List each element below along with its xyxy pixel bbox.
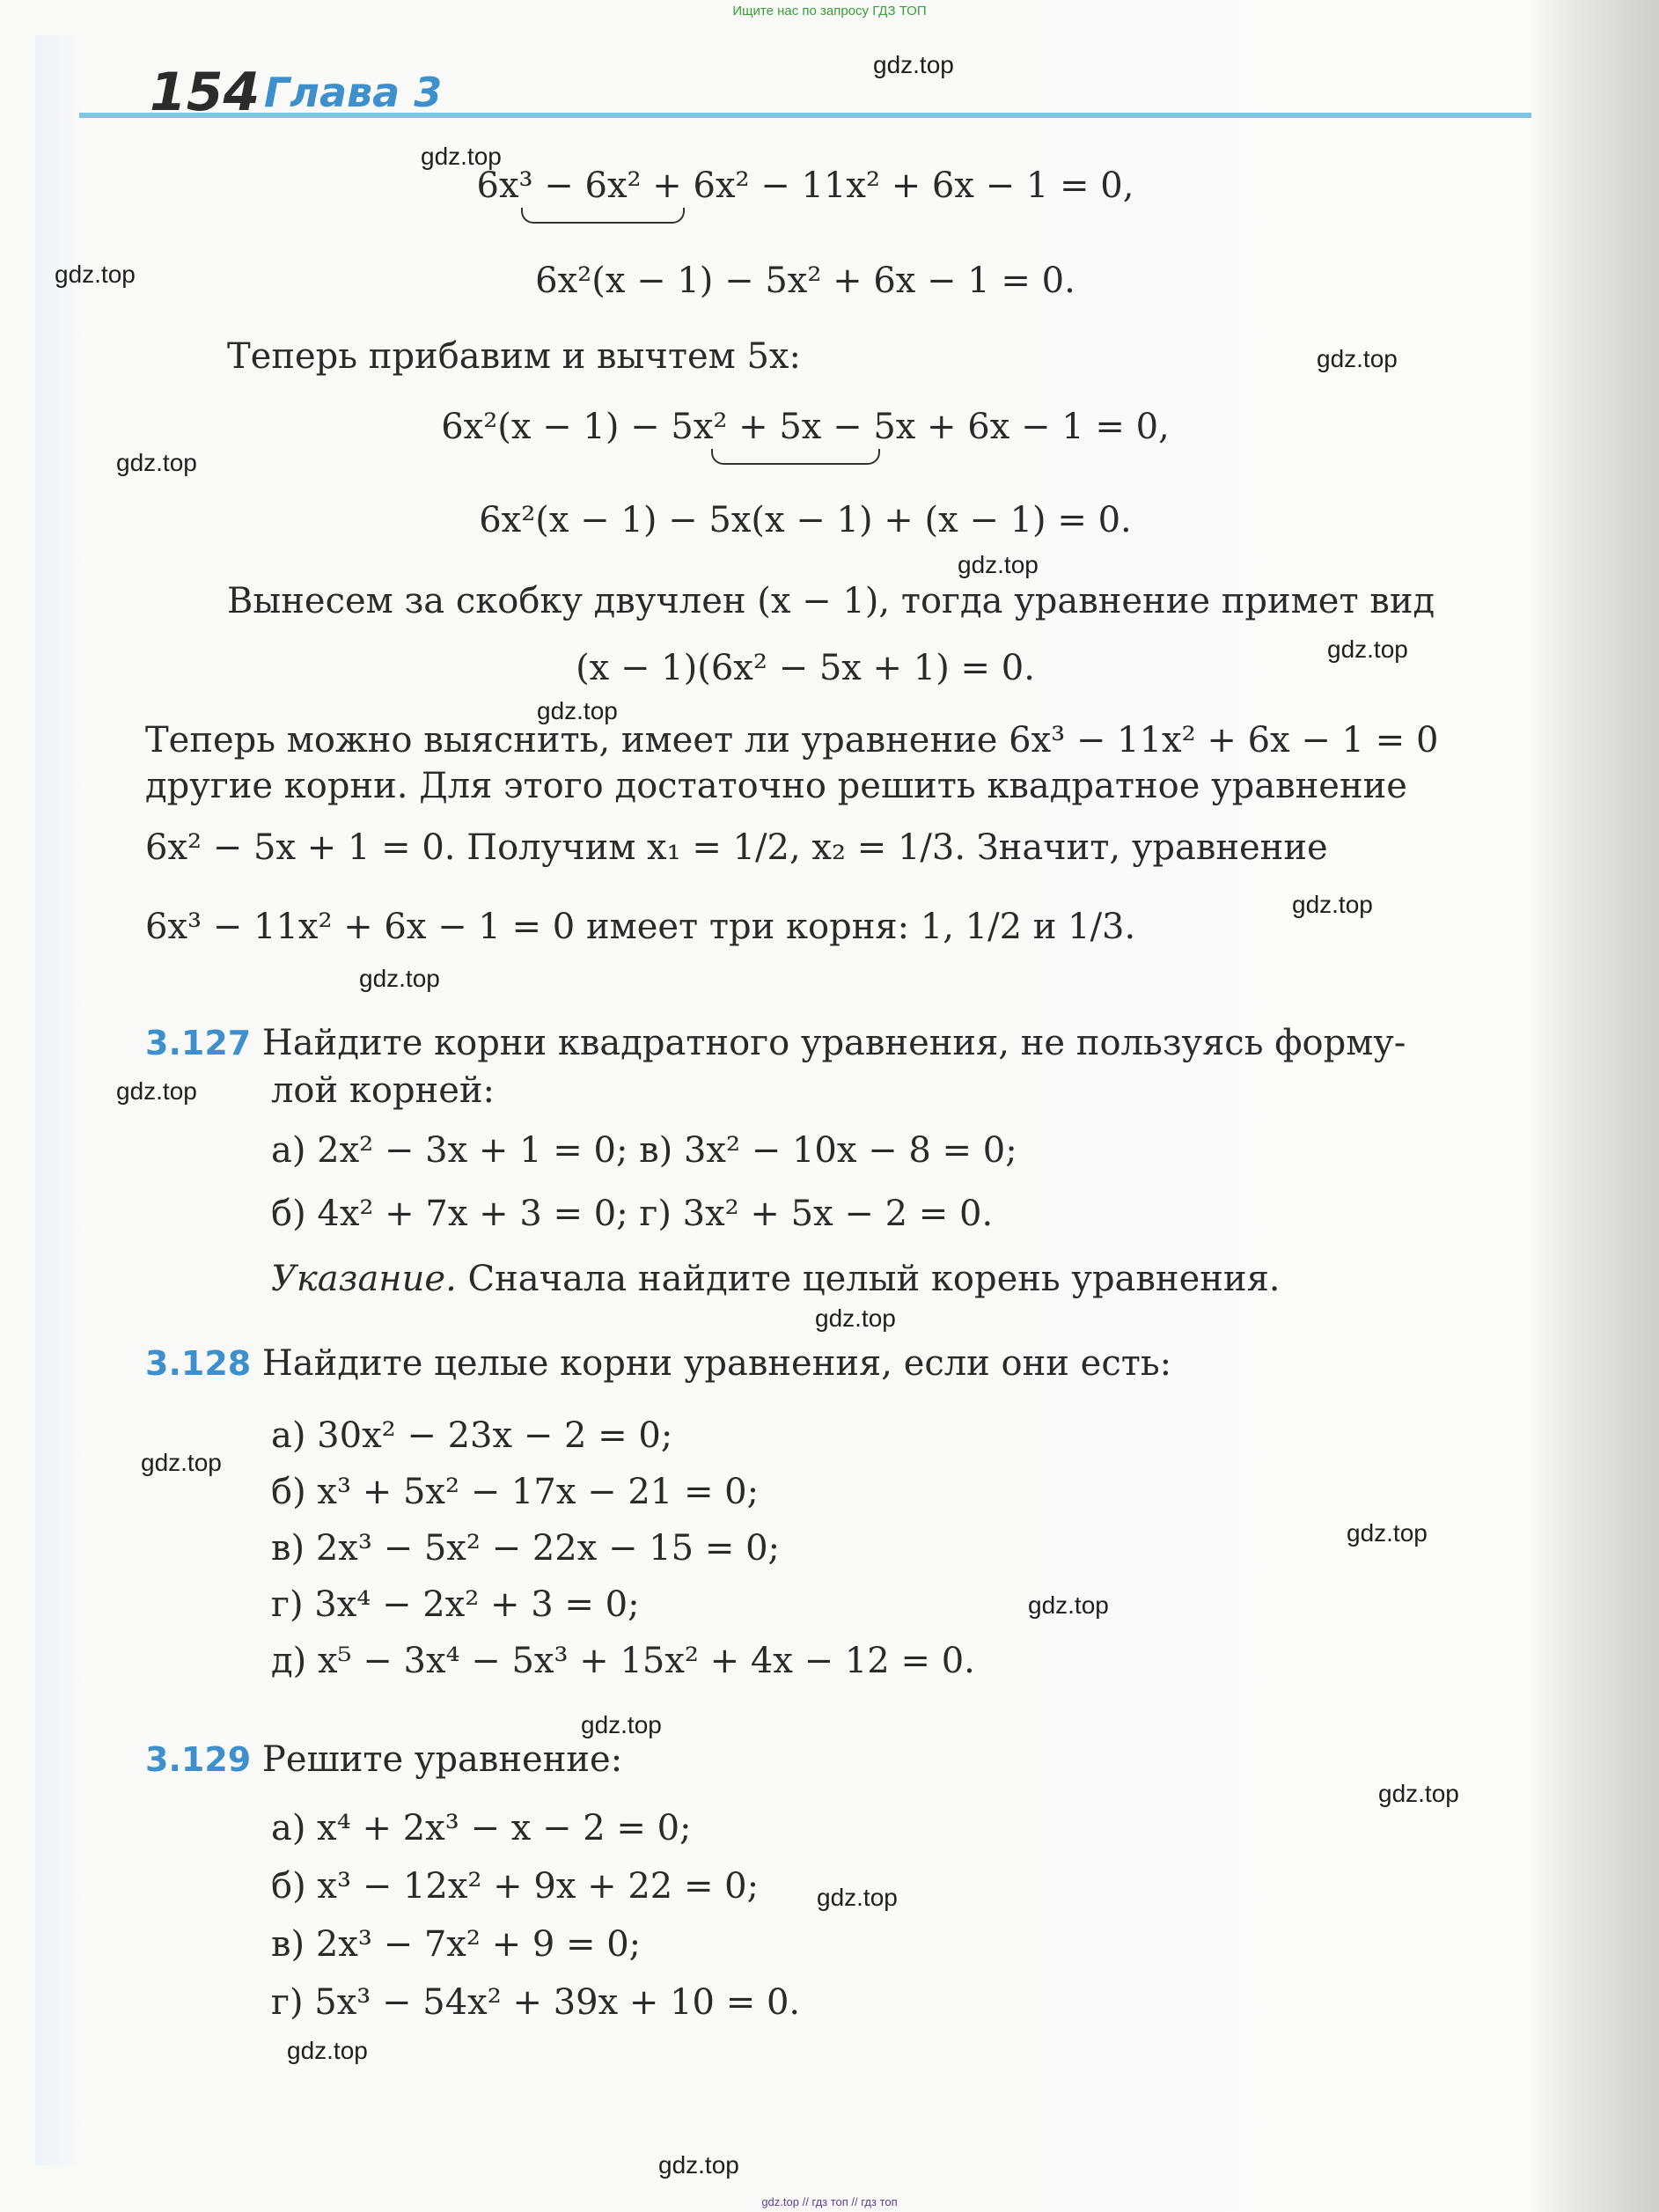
watermark: gdz.top [581, 1711, 662, 1738]
watermark: gdz.top [141, 1449, 222, 1476]
problem-title: Решите уравнение: [261, 1739, 623, 1780]
underbrace-1 [521, 208, 685, 224]
equation-3: 6x²(x − 1) − 5x² + 5x − 5x + 6x − 1 = 0, [441, 407, 1170, 447]
watermark: gdz.top [1378, 1780, 1459, 1807]
paragraph-line-2: другие корни. Для этого достаточно решить квадратное уравнение [145, 766, 1407, 806]
watermark: gdz.top [55, 261, 136, 288]
problem-3-127-header [145, 1023, 1406, 1063]
problem-3-128-header [145, 1343, 1171, 1384]
problem-3-129-c: в) 2x³ − 7x² + 9 = 0; [271, 1924, 642, 1965]
problem-3-128-e: д) x⁵ − 3x⁴ − 5x³ + 15x² + 4x − 12 = 0. [271, 1641, 975, 1681]
watermark: gdz.top [815, 1304, 896, 1332]
watermark: gdz.top [116, 1077, 197, 1105]
watermark: gdz.top [1292, 891, 1373, 918]
watermark: gdz.top [359, 965, 440, 992]
problem-3-127-hint [271, 1259, 1281, 1299]
paragraph-line-4: 6x³ − 11x² + 6x − 1 = 0 имеет три корня: 1, 1/2 и 1/3. [145, 907, 1136, 947]
problem-3-129-a: а) x⁴ + 2x³ − x − 2 = 0; [271, 1808, 692, 1848]
watermark: gdz.top [421, 143, 502, 170]
watermark: gdz.top [658, 2151, 739, 2179]
watermark: gdz.top [1327, 636, 1408, 663]
problem-3-128-a: а) 30x² − 23x − 2 = 0; [271, 1415, 673, 1456]
watermark: gdz.top [817, 1884, 898, 1911]
problem-title: Найдите целые корни уравнения, если они есть: [261, 1343, 1172, 1384]
text-add-subtract: Теперь прибавим и вычтем 5x: [227, 336, 801, 377]
equation-4: 6x²(x − 1) − 5x(x − 1) + (x − 1) = 0. [479, 500, 1132, 540]
underbrace-2 [711, 449, 880, 465]
problem-3-129-d: г) 5x³ − 54x² + 39x + 10 = 0. [271, 1982, 801, 2023]
paragraph-line-1: Теперь можно выяснить, имеет ли уравнение 6x³ − 11x² + 6x − 1 = 0 [145, 720, 1439, 761]
text-factor-out: Вынесем за скобку двучлен (x − 1), тогда уравнение примет вид [227, 581, 1435, 621]
problem-3-128-b: б) x³ + 5x² − 17x − 21 = 0; [271, 1472, 760, 1512]
watermark: gdz.top [1028, 1591, 1109, 1619]
problem-number: 3.127 [145, 1024, 252, 1062]
watermark: gdz.top [1347, 1519, 1428, 1547]
problem-number: 3.129 [145, 1740, 252, 1779]
hint-label: Указание. [271, 1259, 457, 1299]
watermark: gdz.top [537, 697, 618, 724]
page-number: 154 [150, 62, 261, 123]
equation-2: 6x²(x − 1) − 5x² + 6x − 1 = 0. [535, 261, 1075, 301]
problem-3-127-row-1: а) 2x² − 3x + 1 = 0; в) 3x² − 10x − 8 = 0; [271, 1130, 1017, 1171]
bottom-note: gdz.top // гдз топ // гдз топ [761, 2195, 898, 2208]
problem-number: 3.128 [145, 1344, 252, 1383]
equation-5: (x − 1)(6x² − 5x + 1) = 0. [576, 648, 1035, 688]
problem-3-129-header [145, 1739, 622, 1780]
watermark: gdz.top [873, 51, 954, 78]
top-note: Ищите нас по запросу ГДЗ ТОП [732, 4, 927, 18]
problem-title-continuation: лой корней: [271, 1070, 495, 1111]
paragraph-line-3: 6x² − 5x + 1 = 0. Получим x₁ = 1/2, x₂ = 1/3. Значит, уравнение [145, 827, 1328, 868]
chapter-title: Глава 3 [264, 69, 443, 116]
problem-3-128-d: г) 3x⁴ − 2x² + 3 = 0; [271, 1584, 640, 1625]
watermark: gdz.top [1317, 345, 1398, 372]
problem-3-128-c: в) 2x³ − 5x² − 22x − 15 = 0; [271, 1528, 780, 1569]
equation-1: 6x³ − 6x² + 6x² − 11x² + 6x − 1 = 0, [476, 165, 1134, 206]
problem-3-127-row-2: б) 4x² + 7x + 3 = 0; г) 3x² + 5x − 2 = 0. [271, 1194, 994, 1234]
page-margin-shade [35, 35, 84, 2165]
problem-title: Найдите корни квадратного уравнения, не пользуясь форму- [261, 1023, 1406, 1063]
watermark: gdz.top [958, 551, 1039, 578]
hint-text: Сначала найдите целый корень уравнения. [456, 1259, 1281, 1299]
watermark: gdz.top [287, 2037, 368, 2064]
watermark: gdz.top [116, 449, 197, 476]
problem-3-129-b: б) x³ − 12x² + 9x + 22 = 0; [271, 1866, 760, 1907]
